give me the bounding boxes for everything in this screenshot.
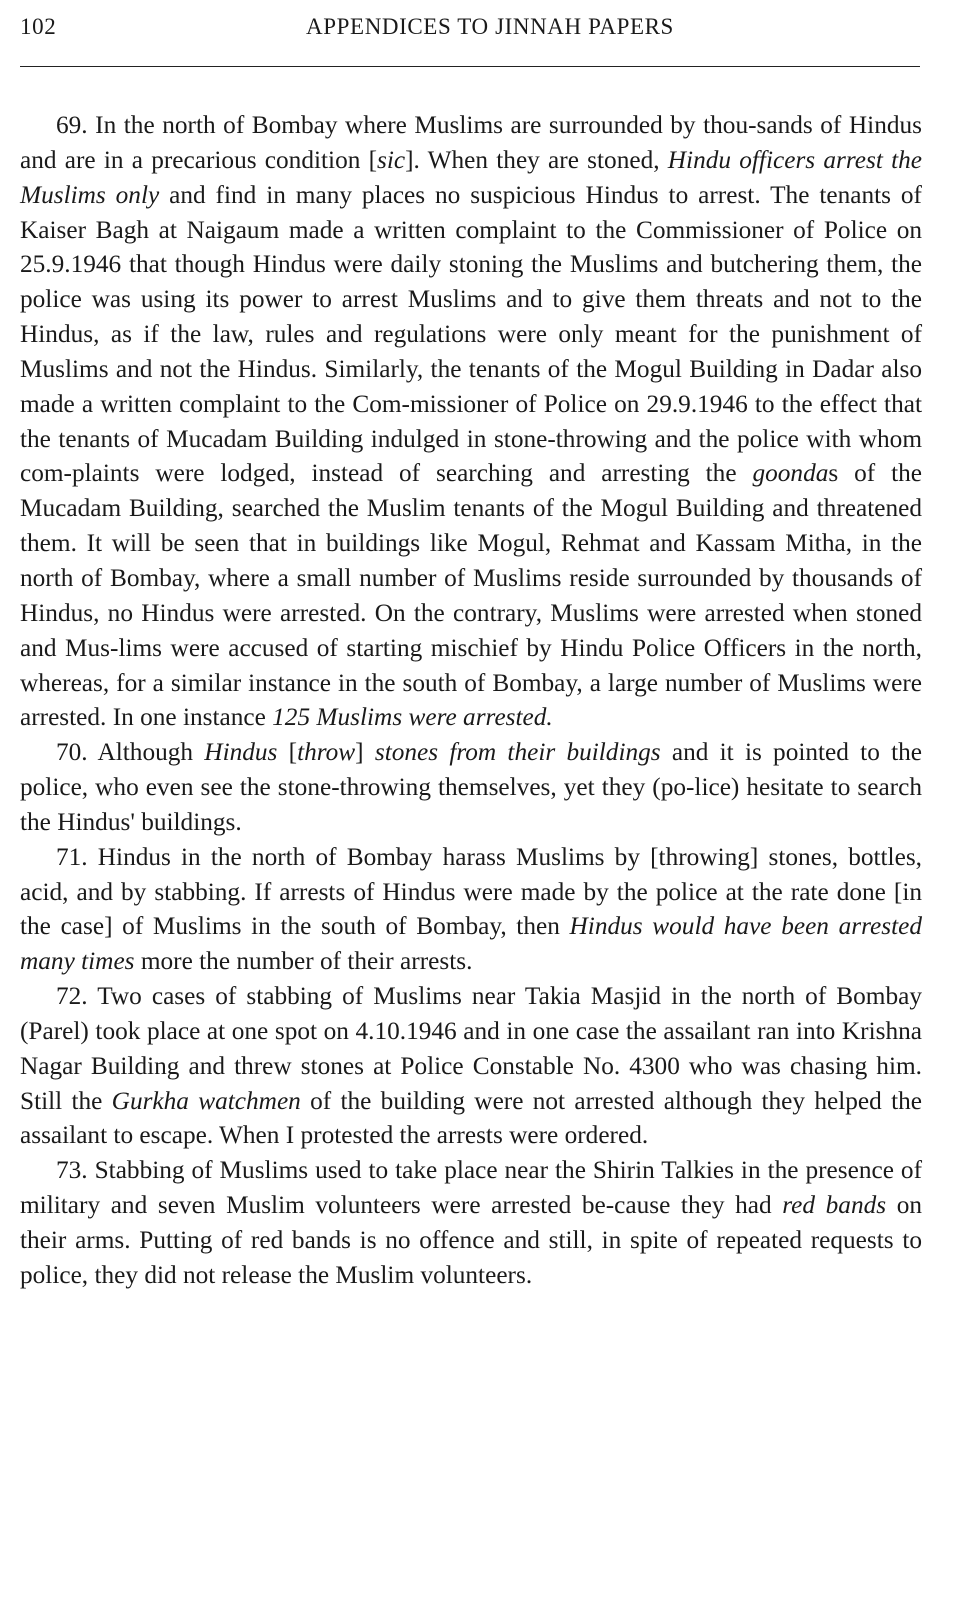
italic-run: red bands: [782, 1191, 887, 1220]
italic-run: Hindus: [204, 738, 278, 767]
paragraph-72: [20, 979, 922, 1153]
text-run: more the number of their arrests.: [134, 947, 473, 976]
text-run: on their arms. Putting of red bands is no offence and still, in spite of repeated requests to police, they did not release the Muslim volunteers.: [20, 1191, 923, 1289]
paragraph-70: [20, 735, 922, 840]
italic-run: Hindus would have been arrested many times: [20, 912, 922, 976]
italic-run: Hindu officers arrest the Muslims only: [20, 145, 922, 209]
italic-run: Gurkha watchmen: [111, 1086, 301, 1115]
text-run: and it is pointed to the police, who even see the stone-throwing themselves, yet they (po-lice) hesitate to search the Hindus' buildings.: [20, 738, 923, 836]
italic-run: goonda: [752, 459, 829, 488]
page-number: 102: [20, 14, 57, 39]
paragraph-71: [20, 840, 922, 979]
text-run: and find in many places no suspicious Hindus to arrest. The tenants of Kaiser Bagh at Naigaum made a written complaint to the Commissioner of Police on 25.9.1946 that though Hindus were daily stoning the Muslims and butchering them, the police was using its power to arrest Muslims and to give them threats and not to the Hindus, as if the law, rules and regulations were only meant for the punishment of Muslims and not the Hindus. Similarly, the tenants of the Mogul Building in Dadar also made a written complaint to the Com-missioner of Police on 29.9.1946 to the effect that the tenants of Mucadam Building indulged in stone-throwing and the police with whom com-plaints were lodged, instead of searching and arresting the: [20, 180, 922, 488]
text-run: [: [277, 738, 298, 767]
body-text: [20, 108, 922, 1293]
header-rule: [20, 66, 920, 67]
paragraph-73: [20, 1153, 922, 1292]
italic-run: sic: [377, 145, 406, 174]
italic-run: stones from their buildings: [374, 738, 661, 767]
running-title: APPENDICES TO JINNAH PAPERS: [306, 14, 674, 39]
text-run: 69. In the north of Bombay where Muslims are surrounded by thou-sands of Hindus and are in a precarious condition [: [20, 111, 922, 174]
paragraph-69: [20, 108, 922, 735]
text-run: ]. When they are stoned,: [405, 145, 668, 174]
text-run: of the building were not arrested although they helped the assailant to escape. When I protested the arrests were ordered.: [20, 1086, 922, 1150]
text-run: ]: [355, 738, 375, 767]
italic-run: 125 Muslims were arrested.: [272, 703, 553, 732]
text-run: 71. Hindus in the north of Bombay harass Muslims by [throwing] stones, bottles, acid, and by stabbing. If arrests of Hindus were made by the police at the rate done [in the case] of Muslims in the south of Bombay, then: [20, 842, 922, 941]
text-run: 72. Two cases of stabbing of Muslims near Takia Masjid in the north of Bombay (Parel) took place at one spot on 4.10.1946 and in one case the assailant ran into Krishna Nagar Building and threw stones at Police Constable No. 4300 who was chasing him. Still the: [20, 982, 922, 1115]
text-run: 73. Stabbing of Muslims used to take place near the Shirin Talkies in the presence of military and seven Muslim volunteers were arrested be-cause they had: [20, 1156, 922, 1220]
italic-run: throw: [297, 738, 356, 767]
text-run: s of the Mucadam Building, searched the Muslim tenants of the Mogul Building and threatened them. It will be seen that in buildings like Mogul, Rehmat and Kassam Mitha, in the north of Bombay, where a small number of Muslims reside surrounded by thousands of Hindus, no Hindus were arrested. On the contrary, Muslims were arrested when stoned and Mus-lims were accused of starting mischief by Hindu Police Officers in the north, whereas, for a similar instance in the south of Bombay, a large number of Muslims were arrested. In one instance: [20, 459, 922, 732]
text-run: 70. Although: [56, 738, 205, 767]
running-head: [20, 14, 920, 44]
